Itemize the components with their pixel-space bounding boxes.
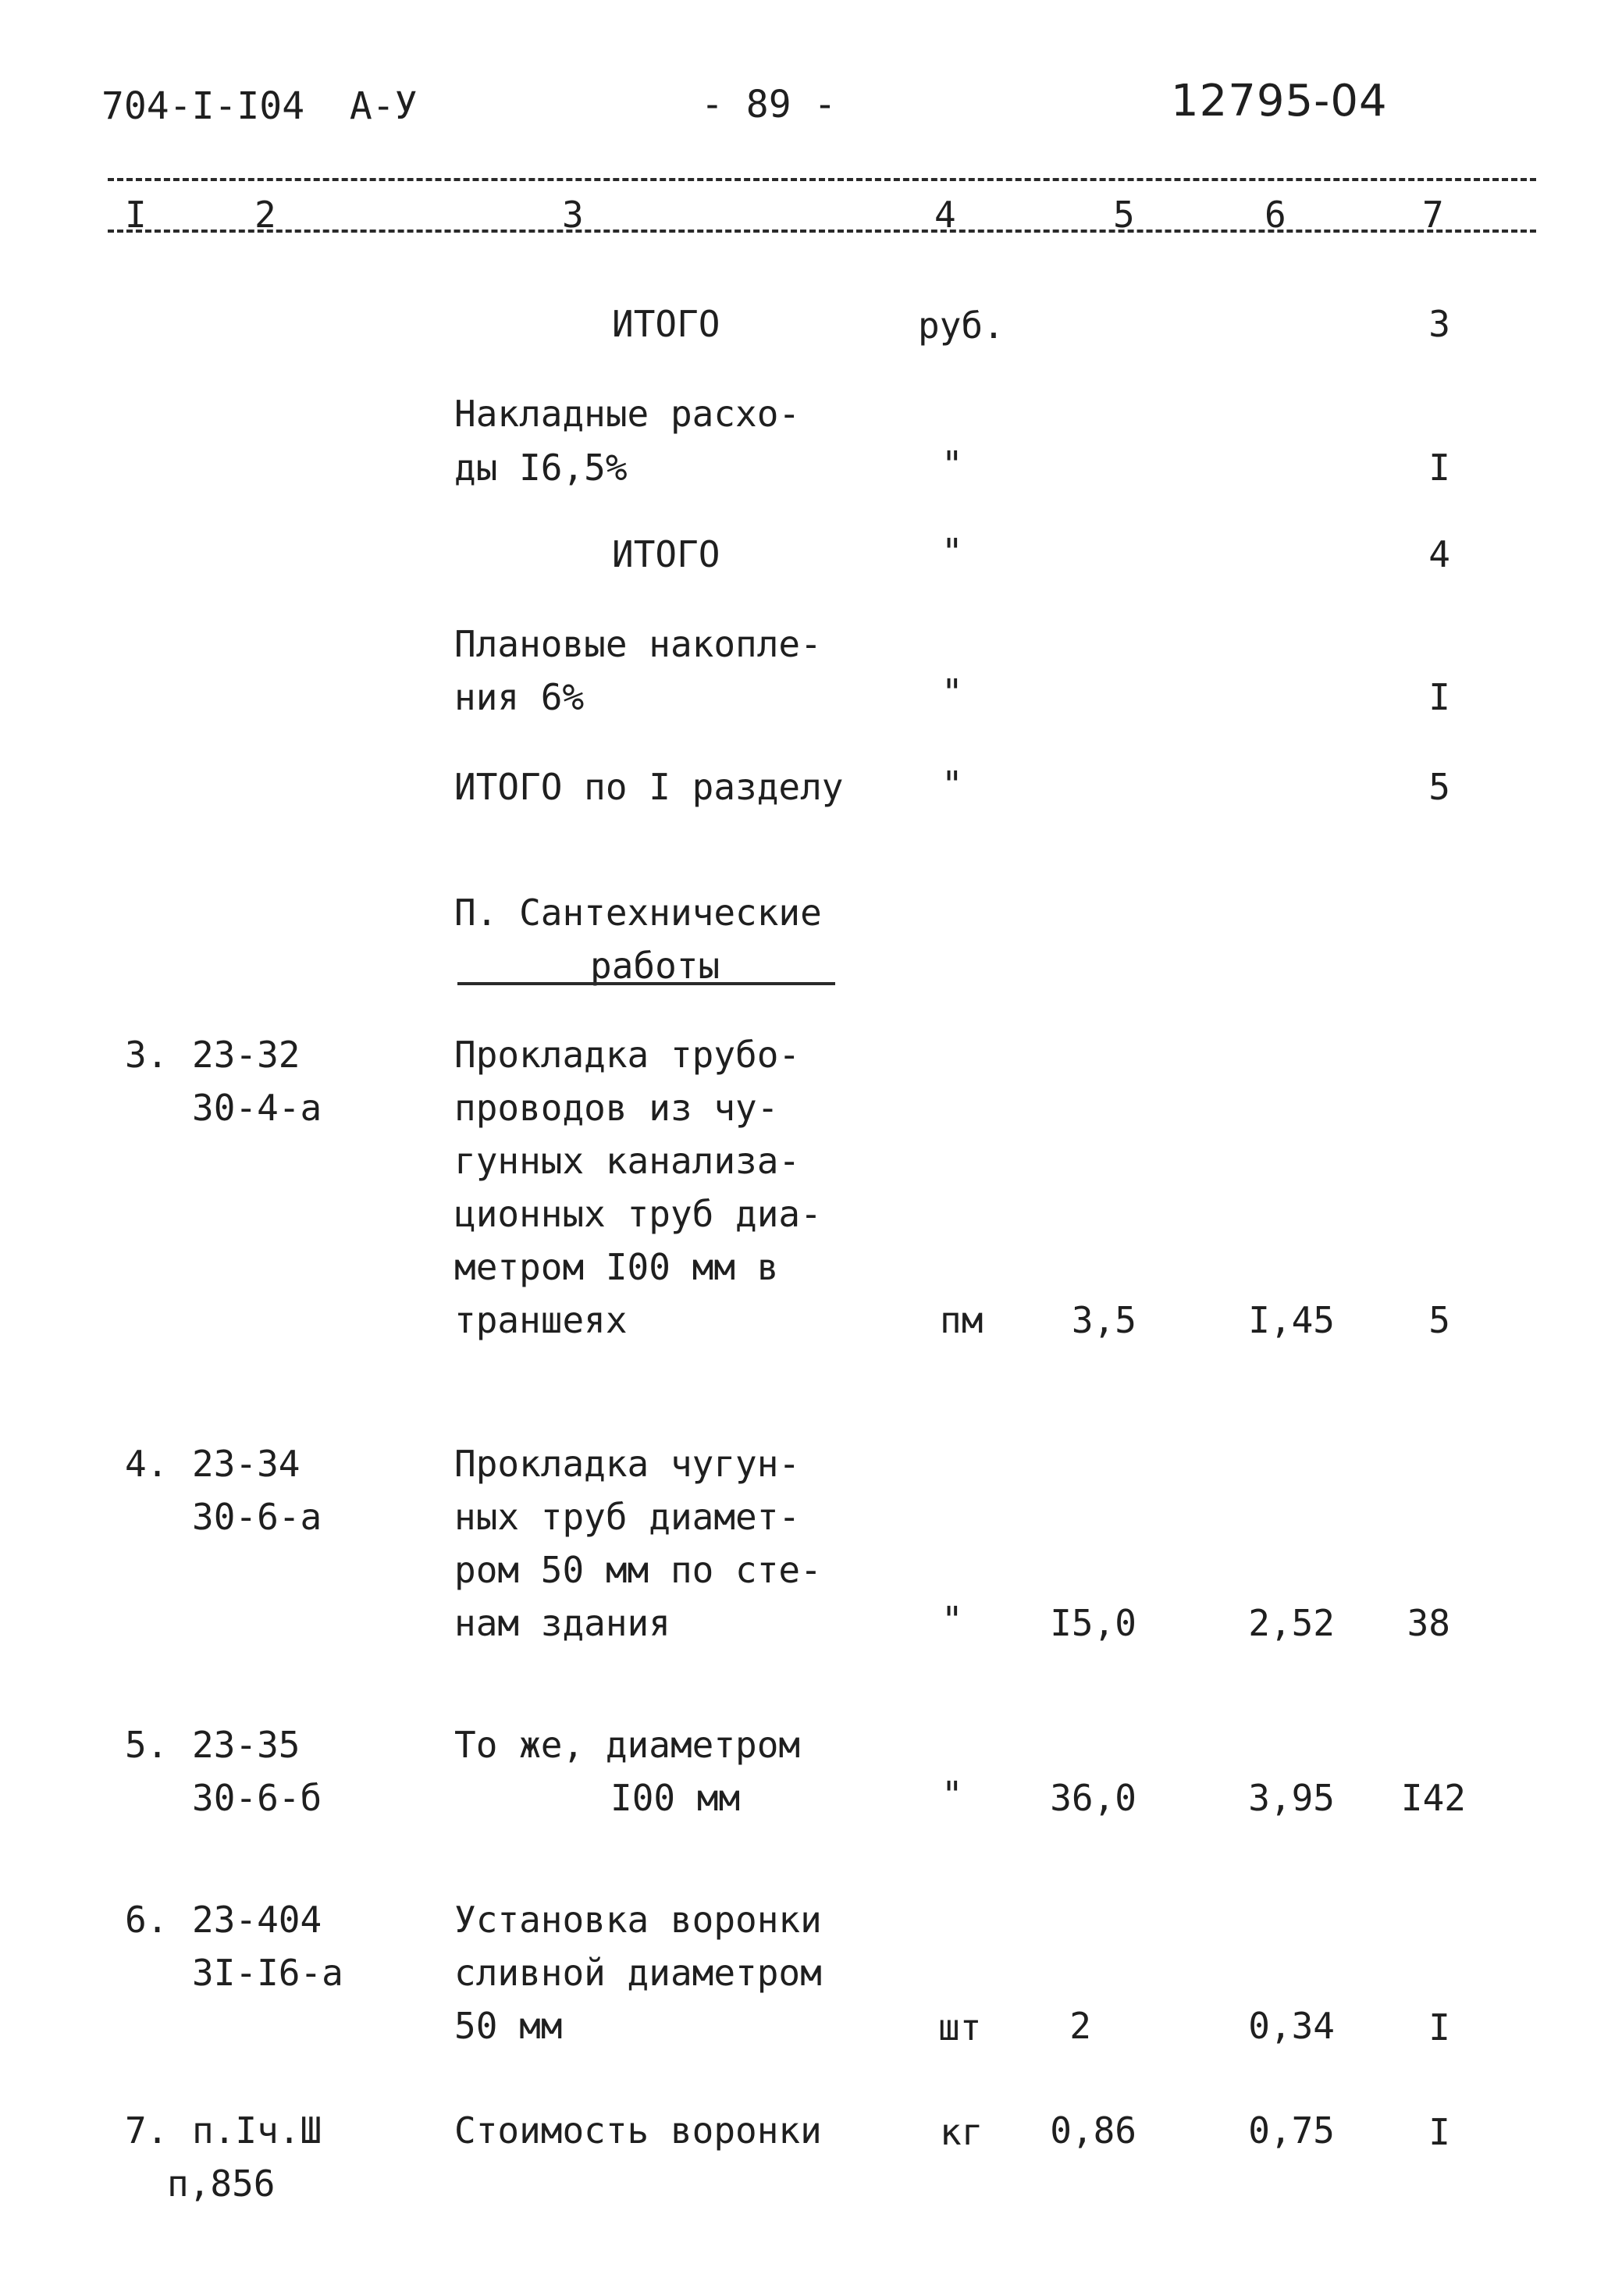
- item-price: I,45: [1248, 1299, 1335, 1341]
- item-qty: 0,86: [1050, 2109, 1136, 2152]
- item-price: 3,95: [1248, 1777, 1335, 1819]
- summary-unit: ": [941, 764, 963, 806]
- item-code: 30-4-а: [192, 1087, 322, 1129]
- item-number: 6.: [125, 1899, 169, 1941]
- item-code: 30-6-а: [192, 1496, 322, 1538]
- item-total: I42: [1400, 1777, 1466, 1819]
- summary-total: I: [1428, 447, 1450, 489]
- summary-total: 3: [1428, 303, 1450, 345]
- item-price: 0,34: [1248, 2005, 1335, 2047]
- item-number: 4.: [125, 1443, 169, 1485]
- section-title-line2: работы: [590, 945, 720, 987]
- col-header-6: 6: [1265, 194, 1286, 236]
- page-number: - 89 -: [701, 83, 837, 126]
- item-desc: гунных канализа-: [454, 1140, 801, 1182]
- table-header-rule: [108, 230, 1536, 233]
- summary-desc: Накладные расхо-: [454, 393, 801, 435]
- item-unit: пм: [940, 1299, 984, 1341]
- item-desc: метром I00 мм в: [454, 1246, 779, 1288]
- summary-desc: ИТОГО по I разделу: [454, 766, 844, 808]
- item-total: 5: [1428, 1299, 1450, 1341]
- item-unit: ": [941, 1599, 963, 1641]
- item-desc: сливной диаметром: [454, 1952, 822, 1994]
- col-header-3: 3: [562, 194, 584, 236]
- register-number: 12795-04: [1171, 76, 1388, 126]
- item-total: 38: [1407, 1602, 1450, 1644]
- item-number: 5.: [125, 1724, 169, 1766]
- section-title: П. Сантехнические: [454, 892, 822, 934]
- summary-unit: ": [941, 443, 963, 486]
- item-desc: Установка воронки: [454, 1899, 822, 1941]
- summary-total: 5: [1428, 766, 1450, 808]
- col-header-2: 2: [254, 194, 276, 236]
- col-header-4: 4: [934, 194, 956, 236]
- item-desc: нам здания: [454, 1602, 670, 1644]
- col-header-7: 7: [1422, 194, 1444, 236]
- item-number: 3.: [125, 1034, 169, 1076]
- summary-desc: ИТОГО: [612, 303, 720, 345]
- summary-total: 4: [1428, 533, 1450, 575]
- item-total: I: [1428, 2006, 1450, 2049]
- item-desc: Прокладка чугун-: [454, 1443, 801, 1485]
- item-desc: I00 мм: [610, 1777, 741, 1819]
- item-unit: кг: [940, 2111, 984, 2153]
- table-top-rule: [108, 178, 1536, 181]
- item-price: 0,75: [1248, 2109, 1335, 2152]
- item-desc: ционных труб диа-: [454, 1193, 822, 1235]
- item-desc: То же, диаметром: [454, 1724, 801, 1766]
- col-header-5: 5: [1113, 194, 1135, 236]
- item-unit: шт: [938, 2006, 982, 2049]
- item-unit: ": [941, 1774, 963, 1816]
- item-total: I: [1428, 2111, 1450, 2153]
- summary-desc: ды I6,5%: [454, 447, 628, 489]
- item-code: 3I-I6-а: [192, 1952, 343, 1994]
- item-desc: проводов из чу-: [454, 1087, 779, 1129]
- item-qty: 36,0: [1050, 1777, 1136, 1819]
- item-code: 23-35: [192, 1724, 301, 1766]
- item-qty: 2: [1069, 2005, 1091, 2047]
- item-number: 7.: [125, 2109, 169, 2152]
- summary-desc: Плановые накопле-: [454, 623, 822, 665]
- summary-total: I: [1428, 676, 1450, 718]
- section-underline: [457, 982, 835, 985]
- summary-desc: ния 6%: [454, 676, 585, 718]
- item-code: 23-404: [192, 1899, 322, 1941]
- item-desc: Прокладка трубо-: [454, 1034, 801, 1076]
- item-desc: траншеях: [454, 1299, 628, 1341]
- item-code: п,856: [167, 2163, 276, 2205]
- summary-unit: ": [941, 671, 963, 714]
- col-header-1: I: [125, 194, 147, 236]
- item-code: 23-34: [192, 1443, 301, 1485]
- doc-code: 704-I-I04 А-У: [101, 84, 418, 128]
- item-code: 23-32: [192, 1034, 301, 1076]
- item-desc: Стоимость воронки: [454, 2109, 822, 2152]
- item-code: п.Iч.Ш: [192, 2109, 322, 2152]
- summary-unit: руб.: [918, 304, 1005, 347]
- item-qty: I5,0: [1050, 1602, 1136, 1644]
- summary-unit: ": [941, 531, 963, 573]
- item-qty: 3,5: [1071, 1299, 1136, 1341]
- item-desc: ром 50 мм по сте-: [454, 1549, 822, 1591]
- item-desc: ных труб диамет-: [454, 1496, 801, 1538]
- item-desc: 50 мм: [454, 2005, 563, 2047]
- item-code: 30-6-б: [192, 1777, 322, 1819]
- item-price: 2,52: [1248, 1602, 1335, 1644]
- summary-desc: ИТОГО: [612, 533, 720, 575]
